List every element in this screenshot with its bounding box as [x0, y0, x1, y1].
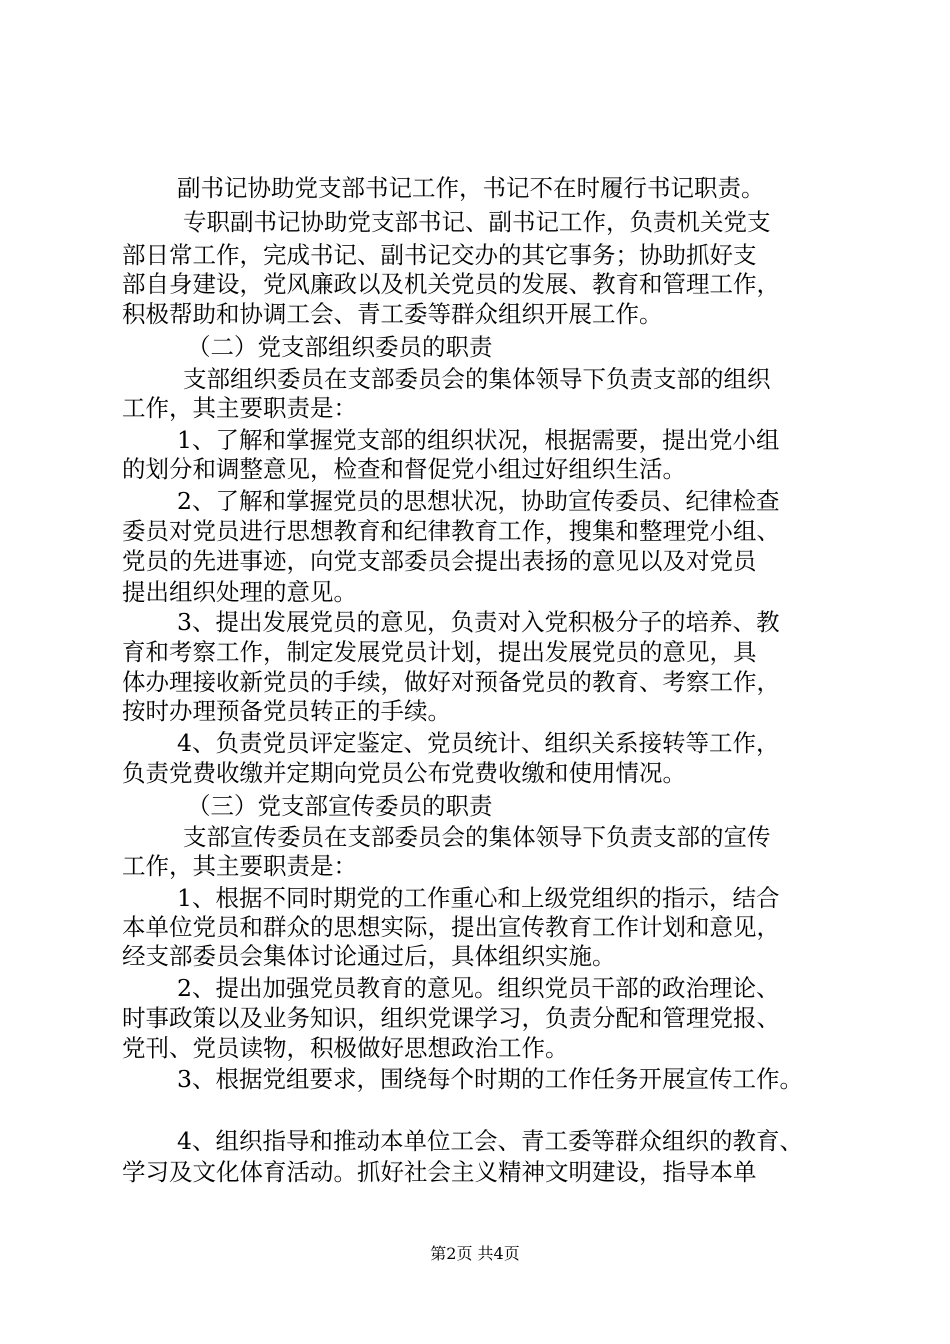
- text-line: 体办理接收新党员的手续，做好对预备党员的教育、考察工作，: [122, 668, 780, 696]
- text-line: 积极帮助和协调工会、青工委等群众组织开展工作。: [122, 300, 663, 328]
- text-line: 本单位党员和群众的思想实际，提出宣传教育工作计划和意见，: [122, 913, 780, 941]
- text-line: 时事政策以及业务知识，组织党课学习，负责分配和管理党报、: [122, 1004, 780, 1032]
- text-line: 工作，其主要职责是：: [122, 852, 357, 880]
- text-line: 的划分和调整意见，检查和督促党小组过好组织生活。: [122, 455, 686, 483]
- text-line: 负责党费收缴并定期向党员公布党费收缴和使用情况。: [122, 759, 686, 787]
- text-line: 按时办理预备党员转正的手续。: [122, 697, 451, 725]
- text-line: 1、根据不同时期党的工作重心和上级党组织的指示，结合: [177, 884, 780, 912]
- text-line: 副书记协助党支部书记工作，书记不在时履行书记职责。: [177, 174, 765, 202]
- text-line: 支部组织委员在支部委员会的集体领导下负责支部的组织: [183, 365, 771, 393]
- text-line: 党刊、党员读物，积极做好思想政治工作。: [122, 1034, 569, 1062]
- text-line: 部自身建设，党风廉政以及机关党员的发展、教育和管理工作，: [122, 270, 780, 298]
- text-line: 1、了解和掌握党支部的组织状况，根据需要，提出党小组: [177, 426, 780, 454]
- text-line: 育和考察工作，制定发展党员计划，提出发展党员的意见，具: [122, 638, 757, 666]
- text-line: 3、提出发展党员的意见，负责对入党积极分子的培养、教: [177, 608, 780, 636]
- text-line: 提出组织处理的意见。: [122, 578, 357, 606]
- text-line: 部日常工作，完成书记、副书记交办的其它事务；协助抓好支: [122, 241, 757, 269]
- text-line: 党员的先进事迹，向党支部委员会提出表扬的意见以及对党员: [122, 547, 757, 575]
- text-line: 4、负责党员评定鉴定、党员统计、组织关系接转等工作，: [177, 729, 780, 757]
- text-line: 专职副书记协助党支部书记、副书记工作，负责机关党支: [183, 208, 771, 236]
- section-heading: （三）党支部宣传委员的职责: [187, 792, 493, 820]
- text-line: 4、组织指导和推动本单位工会、青工委等群众组织的教育、: [177, 1127, 803, 1155]
- section-heading: （二）党支部组织委员的职责: [187, 333, 493, 361]
- text-line: 3、根据党组要求，围绕每个时期的工作任务开展宣传工作。: [177, 1065, 803, 1093]
- page-footer: 第2页 共4页: [430, 1244, 520, 1263]
- text-line: 委员对党员进行思想教育和纪律教育工作，搜集和整理党小组、: [122, 517, 780, 545]
- text-line: 2、了解和掌握党员的思想状况，协助宣传委员、纪律检查: [177, 487, 780, 515]
- text-line: 工作，其主要职责是：: [122, 394, 357, 422]
- text-line: 经支部委员会集体讨论通过后，具体组织实施。: [122, 942, 616, 970]
- text-line: 学习及文化体育活动。抓好社会主义精神文明建设，指导本单: [122, 1158, 757, 1186]
- text-line: 支部宣传委员在支部委员会的集体领导下负责支部的宣传: [183, 823, 771, 851]
- text-line: 2、提出加强党员教育的意见。组织党员干部的政治理论、: [177, 974, 780, 1002]
